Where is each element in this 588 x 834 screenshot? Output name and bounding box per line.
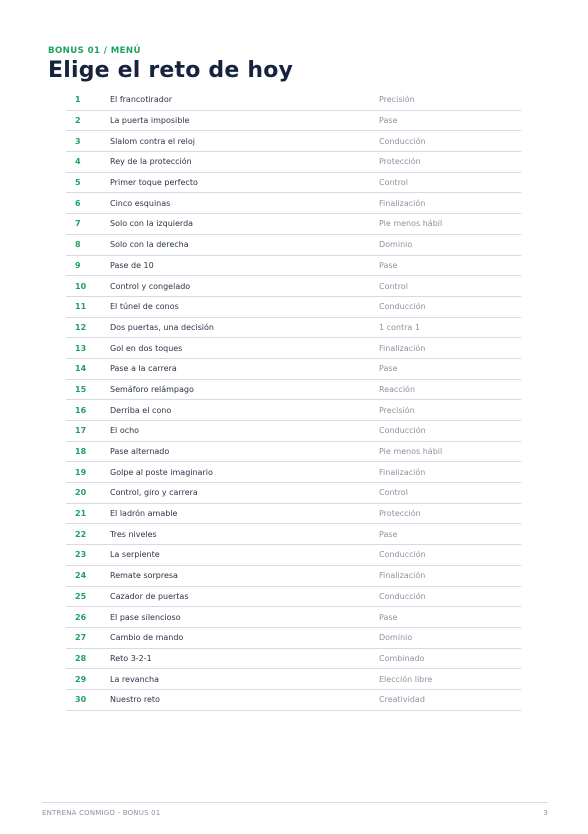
reto-name: Golpe al poste imaginario [110, 467, 213, 477]
list-item [66, 359, 521, 380]
reto-category: Pase [379, 612, 398, 622]
reto-category: Pie menos hábil [379, 447, 443, 457]
list-item [66, 214, 521, 235]
list-item [66, 380, 521, 401]
reto-category: Creatividad [379, 695, 425, 705]
reto-name: Reto 3-2-1 [110, 653, 152, 663]
reto-name: Control, giro y carrera [110, 488, 198, 498]
reto-name: Control y congelado [110, 281, 191, 291]
reto-name: Remate sorpresa [110, 571, 178, 581]
reto-number: 8 [75, 240, 81, 250]
reto-number: 11 [75, 302, 87, 312]
section-eyebrow: BONUS 01 / MENÚ [48, 46, 141, 56]
reto-number: 20 [75, 488, 87, 498]
reto-name: El túnel de conos [110, 302, 179, 312]
list-item [66, 690, 521, 711]
list-item [66, 338, 521, 359]
reto-number: 15 [75, 384, 87, 394]
list-item [66, 504, 521, 525]
reto-category: Conducción [379, 591, 426, 601]
reto-number: 4 [75, 157, 81, 167]
reto-number: 7 [75, 219, 81, 229]
list-item [66, 628, 521, 649]
reto-number: 18 [75, 447, 87, 457]
reto-list [66, 90, 521, 711]
reto-name: El francotirador [110, 95, 173, 105]
reto-number: 6 [75, 198, 81, 208]
reto-name: Cazador de puertas [110, 591, 189, 601]
reto-name: Rey de la protección [110, 157, 192, 167]
reto-number: 10 [75, 281, 87, 291]
reto-category: Protección [379, 157, 421, 167]
reto-name: Solo con la derecha [110, 240, 189, 250]
reto-category: Pase [379, 364, 398, 374]
list-item [66, 421, 521, 442]
reto-category: Dominio [379, 240, 413, 250]
reto-number: 22 [75, 529, 87, 539]
reto-category: Conducción [379, 302, 426, 312]
reto-category: Pase [379, 260, 398, 270]
reto-number: 9 [75, 260, 81, 270]
list-item [66, 90, 521, 111]
reto-number: 21 [75, 509, 87, 519]
page-footer [42, 802, 548, 817]
reto-name: Pase a la carrera [110, 364, 177, 374]
reto-category: Control [379, 178, 408, 188]
list-item [66, 235, 521, 256]
reto-name: Gol en dos toques [110, 343, 183, 353]
reto-category: Conducción [379, 426, 426, 436]
reto-number: 28 [75, 653, 87, 663]
reto-category: Reacción [379, 384, 416, 394]
list-item [66, 152, 521, 173]
reto-number: 1 [75, 95, 81, 105]
reto-category: Finalización [379, 467, 426, 477]
list-item [66, 669, 521, 690]
list-item [66, 649, 521, 670]
reto-name: Semáforo relámpago [110, 384, 194, 394]
reto-category: Conducción [379, 136, 426, 146]
list-item [66, 297, 521, 318]
list-item [66, 131, 521, 152]
reto-name: Pase alternado [110, 447, 170, 457]
reto-name: Nuestro reto [110, 695, 160, 705]
reto-category: Conducción [379, 550, 426, 560]
reto-category: Precisión [379, 95, 415, 105]
reto-name: Cinco esquinas [110, 198, 171, 208]
reto-number: 16 [75, 405, 87, 415]
reto-category: Control [379, 281, 408, 291]
list-item [66, 442, 521, 463]
reto-number: 3 [75, 136, 81, 146]
reto-number: 27 [75, 633, 87, 643]
reto-category: Pase [379, 116, 398, 126]
list-item [66, 256, 521, 277]
list-item [66, 483, 521, 504]
list-item [66, 524, 521, 545]
reto-number: 26 [75, 612, 87, 622]
reto-number: 5 [75, 178, 81, 188]
reto-name: Derriba el cono [110, 405, 172, 415]
reto-number: 24 [75, 571, 87, 581]
reto-name: La puerta imposible [110, 116, 190, 126]
list-item [66, 318, 521, 339]
reto-name: El ladrón amable [110, 509, 178, 519]
reto-category: Finalización [379, 343, 426, 353]
reto-name: La serpiente [110, 550, 160, 560]
reto-category: Protección [379, 509, 421, 519]
reto-number: 12 [75, 322, 87, 332]
reto-number: 23 [75, 550, 87, 560]
reto-number: 2 [75, 116, 81, 126]
list-item [66, 587, 521, 608]
reto-category: Dominio [379, 633, 413, 643]
reto-category: Elección libre [379, 674, 433, 684]
list-item [66, 111, 521, 132]
reto-category: Pie menos hábil [379, 219, 443, 229]
reto-number: 13 [75, 343, 87, 353]
reto-category: Finalización [379, 198, 426, 208]
reto-category: Control [379, 488, 408, 498]
reto-number: 30 [75, 695, 87, 705]
list-item [66, 276, 521, 297]
footer-label: ENTRENA CONMIGO - BONUS 01 [42, 809, 161, 817]
reto-category: 1 contra 1 [379, 322, 420, 332]
reto-name: El pase silencioso [110, 612, 181, 622]
list-item [66, 607, 521, 628]
reto-number: 14 [75, 364, 87, 374]
list-item [66, 566, 521, 587]
reto-name: Slalom contra el reloj [110, 136, 195, 146]
reto-name: Cambio de mando [110, 633, 184, 643]
page-title: Elige el reto de hoy [48, 58, 294, 83]
reto-category: Precisión [379, 405, 415, 415]
list-item [66, 400, 521, 421]
reto-name: Tres niveles [110, 529, 157, 539]
reto-number: 19 [75, 467, 87, 477]
page-number: 3 [543, 809, 548, 817]
reto-category: Pase [379, 529, 398, 539]
list-item [66, 545, 521, 566]
reto-name: Solo con la izquierda [110, 219, 194, 229]
reto-name: El ocho [110, 426, 140, 436]
reto-number: 17 [75, 426, 87, 436]
reto-name: La revancha [110, 674, 160, 684]
list-item [66, 173, 521, 194]
reto-category: Combinado [379, 653, 425, 663]
list-item [66, 462, 521, 483]
reto-category: Finalización [379, 571, 426, 581]
reto-name: Dos puertas, una decisión [110, 322, 214, 332]
reto-name: Primer toque perfecto [110, 178, 198, 188]
list-item [66, 193, 521, 214]
reto-name: Pase de 10 [110, 260, 154, 270]
reto-number: 29 [75, 674, 87, 684]
reto-number: 25 [75, 591, 87, 601]
